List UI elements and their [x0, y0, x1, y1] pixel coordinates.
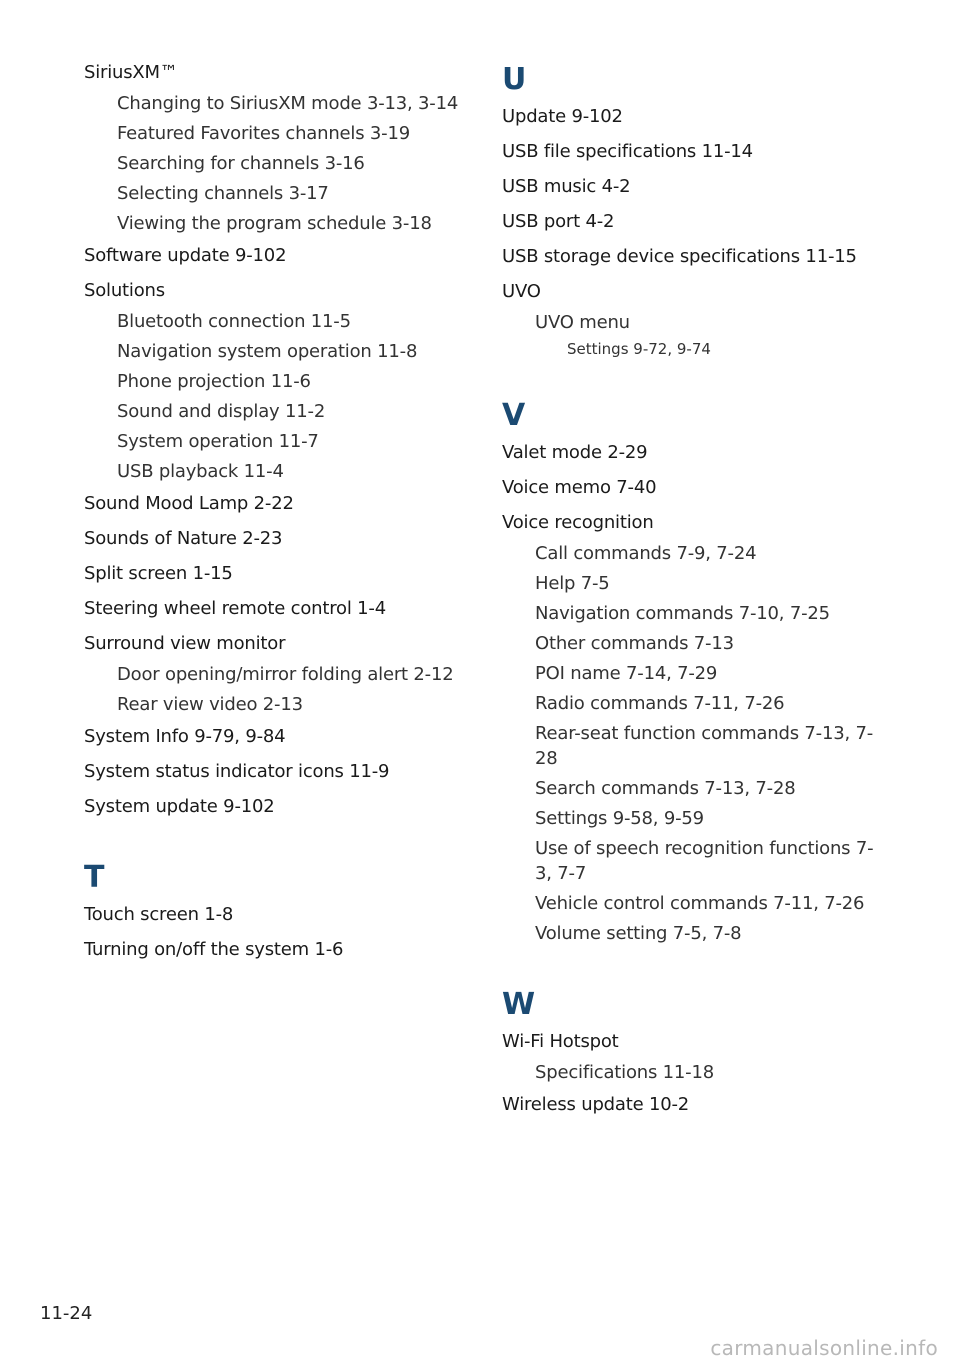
section-letter-u: U: [502, 62, 527, 97]
index-entry: Valet mode 2-29: [502, 442, 648, 463]
index-subentry: UVO menu: [535, 312, 630, 333]
sub-list-surround-view: [84, 660, 484, 720]
index-subentry: System operation 11-7: [117, 431, 319, 452]
index-subentry: Sound and display 11-2: [117, 401, 326, 422]
section-letter-w: W: [502, 987, 536, 1022]
index-subentry: Radio commands 7-11, 7-26: [535, 693, 785, 714]
index-subentry: Other commands 7-13: [535, 633, 734, 654]
index-entry: Steering wheel remote control 1-4: [84, 598, 386, 619]
page-number: 11-24: [40, 1303, 93, 1324]
index-entry-voice-recognition: Voice recognition: [502, 512, 654, 533]
index-subentry: Call commands 7-9, 7-24: [535, 543, 757, 564]
section-letter-v: V: [502, 398, 526, 433]
index-entry-solutions: Solutions: [84, 280, 165, 301]
index-subentry: Vehicle control commands 7-11, 7-26: [535, 893, 865, 914]
index-entry-siriusxm: SiriusXM™: [84, 62, 178, 83]
index-entry: Voice memo 7-40: [502, 477, 657, 498]
index-subentry: Selecting channels 3-17: [117, 183, 329, 204]
sub-list-siriusxm: [84, 89, 484, 239]
index-subentry: Search commands 7-13, 7-28: [535, 778, 796, 799]
index-subentry: Help 7-5: [535, 573, 610, 594]
index-entry: Touch screen 1-8: [84, 904, 234, 925]
index-subentry: Featured Favorites channels 3-19: [117, 123, 410, 144]
index-entry: Split screen 1-15: [84, 563, 233, 584]
index-entry-surround-view: Surround view monitor: [84, 633, 286, 654]
index-entry: Sound Mood Lamp 2-22: [84, 493, 294, 514]
index-entry: Update 9-102: [502, 106, 623, 127]
index-subentry: Navigation system operation 11-8: [117, 341, 418, 362]
index-entry: Sounds of Nature 2-23: [84, 528, 283, 549]
index-subentry: Phone projection 11-6: [117, 371, 311, 392]
index-entry: Wireless update 10-2: [502, 1094, 690, 1115]
sub-list-uvo: [502, 308, 882, 360]
watermark: carmanualsonline.info: [710, 1336, 938, 1360]
index-subentry: Specifications 11-18: [535, 1062, 714, 1083]
index-subentry: Navigation commands 7-10, 7-25: [535, 603, 830, 624]
section-letter-t: T: [84, 860, 105, 895]
index-entry: USB port 4-2: [502, 211, 615, 232]
index-entry-uvo: UVO: [502, 281, 541, 302]
index-subentry: Rear view video 2-13: [117, 694, 303, 715]
index-right-column: [502, 60, 882, 1125]
index-subentry: Settings 9-58, 9-59: [535, 808, 704, 829]
sub-list-solutions: [84, 307, 484, 487]
index-subentry: Changing to SiriusXM mode 3-13, 3-14: [117, 93, 459, 114]
index-entry: USB music 4-2: [502, 176, 631, 197]
index-subentry: Door opening/mirror folding alert 2-12: [117, 664, 454, 685]
index-entry: System update 9-102: [84, 796, 275, 817]
index-subentry: POI name 7-14, 7-29: [535, 663, 718, 684]
index-subentry: Volume setting 7-5, 7-8: [535, 923, 742, 944]
index-entry: System status indicator icons 11-9: [84, 761, 390, 782]
index-subentry: Viewing the program schedule 3-18: [117, 213, 432, 234]
index-subentry: Bluetooth connection 11-5: [117, 311, 351, 332]
index-entry-wifi-hotspot: Wi-Fi Hotspot: [502, 1031, 619, 1052]
index-left-column: [84, 58, 484, 970]
index-entry: USB storage device specifications 11-15: [502, 246, 857, 267]
index-subentry: Use of speech recognition functions 7-3, 7-7: [535, 838, 874, 884]
sub-list-wifi-hotspot: [502, 1058, 882, 1088]
index-entry: Software update 9-102: [84, 245, 287, 266]
index-subentry: Rear-seat function commands 7-13, 7-28: [535, 723, 874, 769]
index-subsubentry: Settings 9-72, 9-74: [567, 340, 711, 358]
index-entry: Turning on/off the system 1-6: [84, 939, 344, 960]
sub-list-voice-recognition: [502, 539, 882, 949]
index-subentry: Searching for channels 3-16: [117, 153, 365, 174]
index-subentry: USB playback 11-4: [117, 461, 284, 482]
index-entry: System Info 9-79, 9-84: [84, 726, 286, 747]
index-entry: USB file specifications 11-14: [502, 141, 753, 162]
